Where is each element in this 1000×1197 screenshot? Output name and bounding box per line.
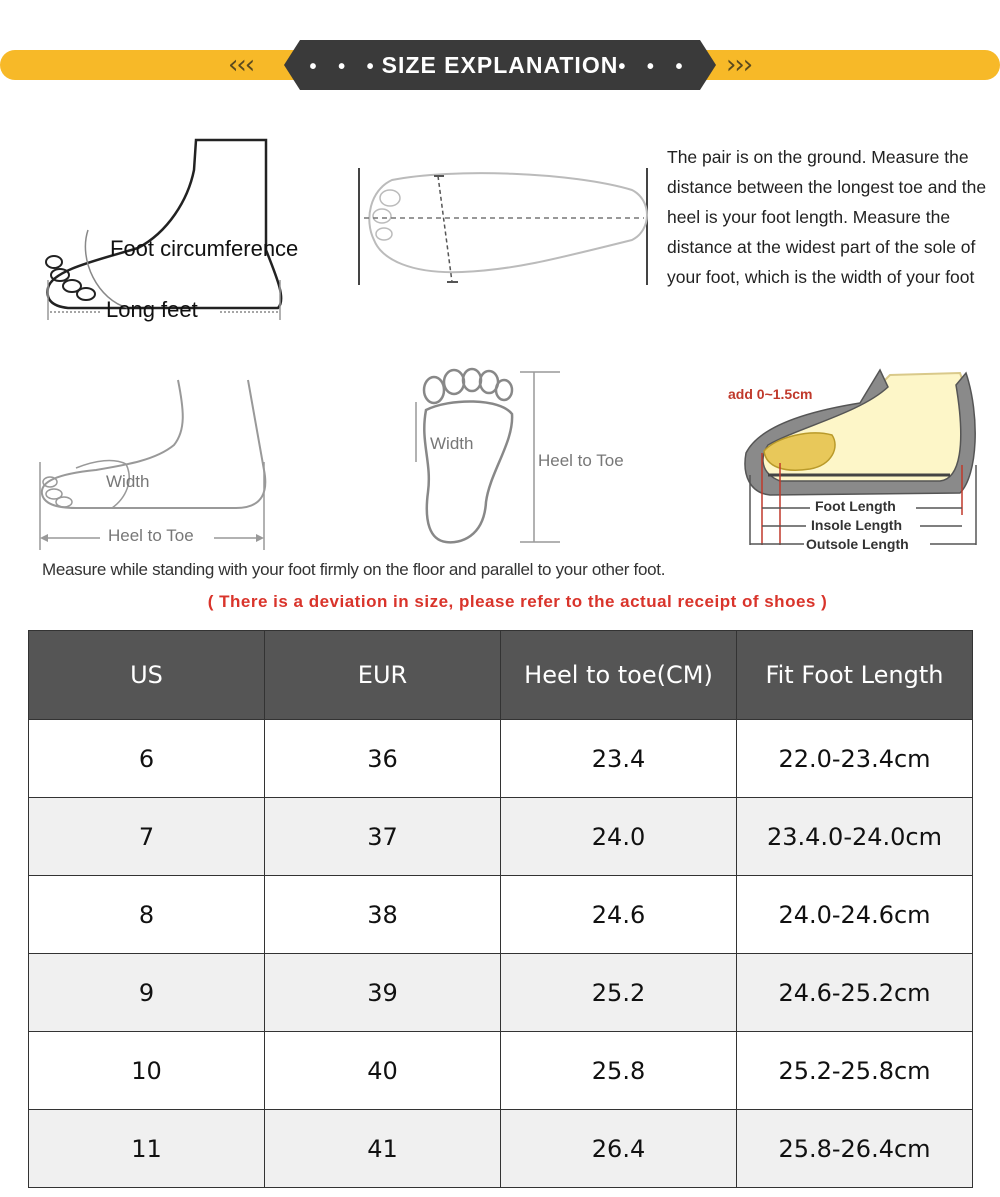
cell-eur: 39	[265, 954, 501, 1032]
width-side-label: Width	[106, 472, 150, 491]
cell-heel-to-toe: 25.8	[501, 1032, 737, 1110]
cell-fit-foot-length: 25.8-26.4cm	[737, 1110, 973, 1188]
cell-eur: 40	[265, 1032, 501, 1110]
cell-eur: 41	[265, 1110, 501, 1188]
measure-note: Measure while standing with your foot firmly on the floor and parallel to your other foot.	[42, 560, 666, 579]
left-dots: • • •	[309, 56, 382, 78]
header-heel-to-toe: Heel to toe(CM)	[501, 631, 737, 720]
cell-us: 8	[29, 876, 265, 954]
cell-fit-foot-length: 25.2-25.8cm	[737, 1032, 973, 1110]
cell-fit-foot-length: 24.0-24.6cm	[737, 876, 973, 954]
header-us: US	[29, 631, 265, 720]
header-eur: EUR	[265, 631, 501, 720]
table-row	[29, 954, 973, 1032]
foot-length-label: Foot Length	[815, 498, 896, 514]
table-row	[29, 1110, 973, 1188]
size-table	[28, 630, 973, 1188]
width-top-label: Width	[430, 434, 474, 453]
insole-length-label: Insole Length	[811, 517, 902, 533]
table-header-row	[29, 631, 973, 720]
cell-fit-foot-length: 23.4.0-24.0cm	[737, 798, 973, 876]
cell-us: 7	[29, 798, 265, 876]
cell-us: 9	[29, 954, 265, 1032]
table-row	[29, 798, 973, 876]
outsole-length-label: Outsole Length	[806, 536, 909, 552]
banner-title-wrap	[290, 40, 710, 90]
cell-fit-foot-length: 24.6-25.2cm	[737, 954, 973, 1032]
cell-heel-to-toe: 24.0	[501, 798, 737, 876]
cell-fit-foot-length: 22.0-23.4cm	[737, 720, 973, 798]
deviation-note: ( There is a deviation in size, please refer to the actual receipt of shoes )	[207, 592, 828, 611]
heel-to-toe-top-label: Heel to Toe	[538, 451, 624, 470]
cell-us: 11	[29, 1110, 265, 1188]
foot-circumference-label: Foot circumference	[110, 236, 299, 261]
table-row	[29, 1032, 973, 1110]
right-chevrons-icon: ›››	[726, 50, 752, 80]
instructions-text: The pair is on the ground. Measure the distance between the longest toe and the heel is your foot length. Measure the distance at the widest part of the sole of your foot, which is the width of your foot	[667, 147, 987, 287]
page-title: SIZE EXPLANATION	[381, 52, 619, 78]
table-row	[29, 876, 973, 954]
left-chevrons-icon: ‹‹‹	[228, 50, 254, 80]
cell-us: 10	[29, 1032, 265, 1110]
long-feet-label: Long feet	[106, 297, 198, 322]
cell-heel-to-toe: 25.2	[501, 954, 737, 1032]
cell-eur: 36	[265, 720, 501, 798]
cell-eur: 38	[265, 876, 501, 954]
sole-outline-drawing	[352, 160, 652, 295]
table-row	[29, 720, 973, 798]
add-range-label: add 0~1.5cm	[728, 386, 813, 402]
cell-heel-to-toe: 26.4	[501, 1110, 737, 1188]
cell-us: 6	[29, 720, 265, 798]
header-fit-foot-length: Fit Foot Length	[737, 631, 973, 720]
cell-heel-to-toe: 24.6	[501, 876, 737, 954]
header-banner	[0, 40, 1000, 90]
right-dots: • • •	[618, 56, 691, 78]
heel-to-toe-side-label: Heel to Toe	[108, 526, 194, 545]
cell-heel-to-toe: 23.4	[501, 720, 737, 798]
cell-eur: 37	[265, 798, 501, 876]
